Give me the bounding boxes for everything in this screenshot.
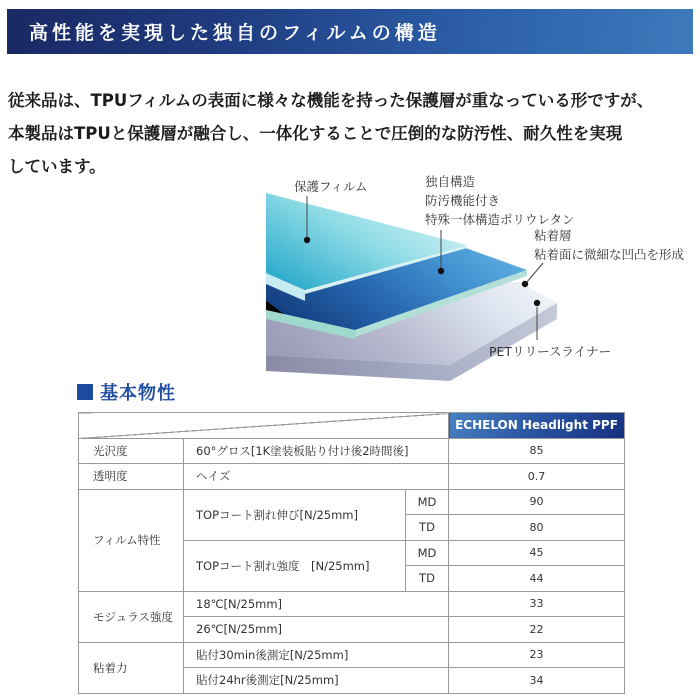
test-cell: 26℃[N/25mm] bbox=[184, 617, 449, 643]
label-adhesive-line2: 粘着面に微細な凹凸を形成 bbox=[534, 247, 685, 262]
test-cell: 貼付24hr後測定[N/25mm] bbox=[184, 668, 449, 694]
table-row bbox=[79, 591, 625, 617]
section-title-basic-properties bbox=[77, 379, 176, 405]
film-structure-diagram bbox=[0, 170, 700, 385]
leader-line-adhesive bbox=[527, 263, 543, 282]
table-row bbox=[79, 642, 625, 668]
value-cell: 0.7 bbox=[449, 464, 625, 490]
category-cell: 透明度 bbox=[79, 464, 184, 490]
intro-line: 従来品は、TPUフィルムの表面に様々な機能を持った保護層が重なっている形ですが、 bbox=[8, 91, 654, 110]
label-protective-film: 保護フィルム bbox=[294, 179, 368, 194]
table-row bbox=[79, 489, 625, 515]
diagonal-header-cell bbox=[79, 413, 449, 439]
header-banner bbox=[7, 9, 693, 54]
value-cell: 23 bbox=[449, 642, 625, 668]
category-cell: 粘着力 bbox=[79, 642, 184, 693]
value-cell: 22 bbox=[449, 617, 625, 643]
section-title-text: 基本物性 bbox=[100, 383, 176, 404]
label-unique-structure-line2: 防汚機能付き bbox=[425, 193, 501, 208]
product-column-header: ECHELON Headlight PPF bbox=[449, 413, 625, 439]
test-cell: TOPコート割れ伸び[N/25mm] bbox=[184, 489, 406, 540]
value-cell: 80 bbox=[449, 515, 625, 541]
value-cell: 34 bbox=[449, 668, 625, 694]
leader-dot-pet-liner bbox=[534, 300, 540, 306]
table-row bbox=[79, 464, 625, 490]
category-cell: モジュラス強度 bbox=[79, 591, 184, 642]
intro-line: 本製品はTPUと保護層が融合し、一体化することで圧倒的な防汚性、耐久性を実現 bbox=[8, 124, 623, 143]
table-row bbox=[79, 438, 625, 464]
value-cell: 90 bbox=[449, 489, 625, 515]
value-cell: 85 bbox=[449, 438, 625, 464]
label-unique-structure-line1: 独自構造 bbox=[425, 174, 476, 189]
direction-cell: MD bbox=[406, 540, 449, 566]
label-pet-liner: PETリリースライナー bbox=[489, 344, 612, 359]
label-adhesive-line1: 粘着層 bbox=[534, 228, 572, 243]
value-cell: 44 bbox=[449, 566, 625, 592]
intro-paragraph bbox=[8, 84, 688, 183]
test-cell: 貼付30min後測定[N/25mm] bbox=[184, 642, 449, 668]
leader-dot-protective-film bbox=[304, 237, 310, 243]
value-cell: 45 bbox=[449, 540, 625, 566]
label-unique-structure-line3: 特殊一体構造ポリウレタン bbox=[425, 212, 575, 227]
basic-properties-table bbox=[78, 412, 625, 694]
table-header-row bbox=[79, 413, 625, 439]
direction-cell: MD bbox=[406, 489, 449, 515]
category-cell: 光沢度 bbox=[79, 438, 184, 464]
direction-cell: TD bbox=[406, 515, 449, 541]
page-title: 高性能を実現した独自のフィルムの構造 bbox=[29, 22, 441, 44]
direction-cell: TD bbox=[406, 566, 449, 592]
square-bullet-icon bbox=[77, 384, 93, 400]
test-cell: ヘイズ bbox=[184, 464, 449, 490]
intro-line: しています。 bbox=[8, 157, 106, 176]
test-cell: 18℃[N/25mm] bbox=[184, 591, 449, 617]
category-cell: フィルム特性 bbox=[79, 489, 184, 591]
label-adhesive-layer bbox=[534, 226, 684, 264]
test-cell: TOPコート割れ強度 [N/25mm] bbox=[184, 540, 406, 591]
leader-dot-adhesive bbox=[522, 281, 528, 287]
leader-dot-unique-structure bbox=[438, 268, 444, 274]
value-cell: 33 bbox=[449, 591, 625, 617]
test-cell: 60°グロス[1K塗装板貼り付け後2時間後] bbox=[184, 438, 449, 464]
label-unique-structure bbox=[425, 172, 575, 229]
